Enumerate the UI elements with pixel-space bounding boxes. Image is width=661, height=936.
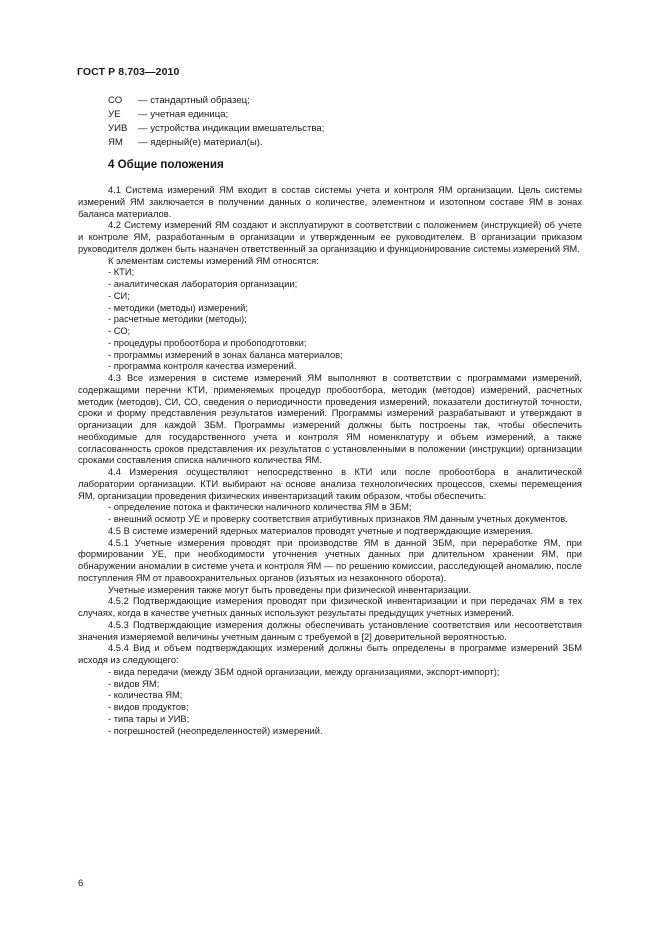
list-item: - определение потока и фактически наличного количества ЯМ в ЗБМ; [108,502,412,513]
abbreviation-term: СО [108,95,123,106]
paragraph: 4.5.4 Вид и объем подтверждающих измерений должны быть определены в программе измерений ЗБМ исходя из следующего: [78,643,582,665]
list-item: - программы измерений в зонах баланса материалов; [108,349,343,360]
abbreviation-list [108,94,324,150]
abbreviation-term: УЕ [108,109,121,120]
list-item: - аналитическая лаборатория организации; [108,279,298,289]
abbreviation-row [108,108,324,122]
page-number: 6 [78,878,84,889]
paragraph: 4.2 Систему измерений ЯМ создают и эксплуатируют в соответствии с положением (инструкцией) об учете и контроле ЯМ, разработанным в организации и утвержденным ее руководителем. В организации приказом руководителя должен быть назначен ответственный за организацию и функционирование системы измерений ЯМ. [78,220,582,254]
list-item: - процедуры пробоотбора и пробоподготовки; [108,337,307,348]
paragraph: 4.5.2 Подтверждающие измерения проводят при физической инвентаризации и при передачах ЯМ в тех случаях, когда в качестве учетных данных используют результаты предыдущих учетных измерений. [78,596,582,618]
list-item: - расчетные методики (методы); [108,314,247,325]
list-item: - типа тары и УИВ; [108,713,190,724]
list-item: - СИ; [108,290,130,301]
paragraph: 4.4 Измерения осуществляют непосредственно в КТИ или после пробоотбора в аналитической лаборатории организации. КТИ выбирают на основе анализа технологических процессов, схемы перемещения ЯМ, организации проведения физических инвентаризаций таким образом, чтобы обеспечить: [78,467,582,501]
paragraph: 4.5.1 Учетные измерения проводят при производстве ЯМ в данной ЗБМ, при переработке ЯМ, при формировании УЕ, при необходимости уточнения учетных данных при длительном хранении ЯМ, при обнаружении аномалии в системе учета и контроля ЯМ — по решению комиссии, расследующей аномалию, после поступления ЯМ от правоохранительных органов (изъятых из незаконного оборота). [78,537,582,583]
list-item: - СО; [108,326,131,336]
paragraph: 4.5.3 Подтверждающие измерения должны обеспечивать установление соответствия или несоответствия значения измеряемой величины учетным данным с требуемой в [2] доверительной вероятностью. [78,619,582,642]
list-item: - количества ЯМ; [108,690,183,701]
abbreviation-term: ЯМ [108,137,123,148]
paragraph: К элементам системы измерений ЯМ относятся: [108,255,319,266]
abbreviation-row [108,122,324,136]
abbreviation-definition: — учетная единица; [138,109,229,120]
paragraph: 4.5 В системе измерений ядерных материалов проводят учетные и подтверждающие измерения. [108,525,534,536]
abbreviation-definition: — ядерный(е) материал(ы). [138,137,263,148]
list-item: - программа контроля качества измерений. [108,361,297,372]
paragraph: 4.3 Все измерения в системе измерений ЯМ выполняют в соответствии с программами измерений, содержащими перечни КТИ, применяемых процедур пробоотбора, методик (методов) измерений, расчетных методик (методов), СИ, СО, сведения о периодичности проведения измерений, показатели достигнутой точности, сроки и форму представления результатов измерений. Программы измерений разрабатывают и утверждают в организации для каждой ЗБМ. Программы измерений должны быть построены так, чтобы обеспечить необходимые для государственного учета и контроля ЯМ номенклатуру и объем измерений, а также согласованность сроков представления их результатов с установленными в положении (инструкции) организации сроками составления списка наличного количества ЯМ. [78,373,582,466]
section-heading: 4 Общие положения [108,158,224,171]
abbreviation-definition: — стандартный образец; [138,95,250,106]
list-item: - КТИ; [108,267,135,278]
paragraph: 4.1 Система измерений ЯМ входит в состав системы учета и контроля ЯМ организации. Цель системы измерений ЯМ заключается в получении данных о количестве, элементном и изотопном составе ЯМ в зонах баланса материалов. [78,185,582,219]
document-header: ГОСТ Р 8.703—2010 [77,66,180,78]
abbreviation-row [108,136,324,150]
paragraph: - внешний осмотр УЕ и проверку соответствия атрибутивных признаков ЯМ данным учетных документов. [108,514,568,524]
list-item: - методики (методы) измерений; [108,302,248,313]
section-body [78,185,582,737]
abbreviation-definition: — устройства индикации вмешательства; [138,123,325,134]
list-item: - видов продуктов; [108,702,189,712]
list-item: - вида передачи (между ЗБМ одной организации, между организациями, экспорт-импорт); [108,666,500,677]
abbreviation-row [108,94,324,108]
list-item: - погрешностей (неопределенностей) измерений. [108,725,323,736]
paragraph: Учетные измерения также могут быть проведены при физической инвентаризации. [108,584,472,595]
abbreviation-term: УИВ [108,123,128,134]
list-item: - видов ЯМ; [108,678,160,689]
